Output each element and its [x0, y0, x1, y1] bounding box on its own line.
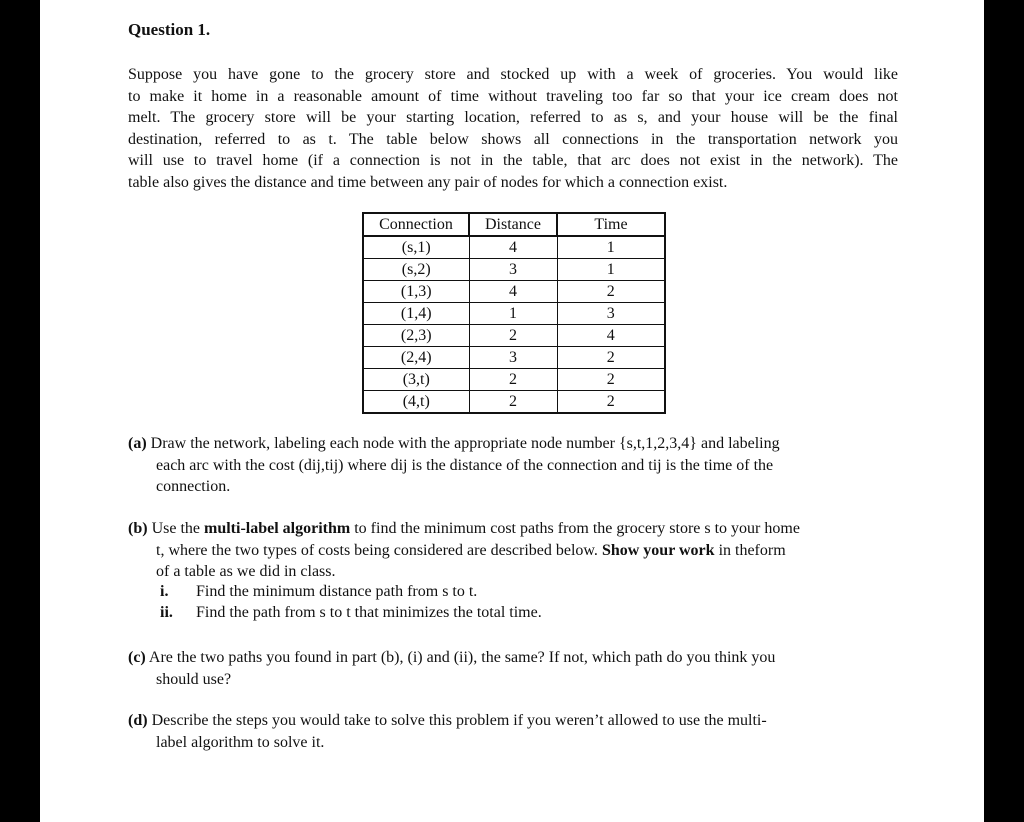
part-b-text: in theform: [718, 541, 786, 559]
header-connection: Connection: [363, 213, 469, 236]
header-distance: Distance: [469, 213, 557, 236]
cell-time: 2: [557, 369, 665, 391]
table-row: [363, 325, 665, 347]
table-row: [363, 347, 665, 369]
cell-connection: (3,t): [363, 369, 469, 391]
cell-distance: 3: [469, 347, 557, 369]
item-number: i.: [160, 583, 169, 600]
header-time: Time: [557, 213, 665, 236]
part-b-text: of a table as we did in class.: [156, 563, 336, 581]
cell-distance: 2: [469, 369, 557, 391]
part-c-line: Are the two paths you found in part (b), (i) and (ii), the same? If not, which path do you think you: [148, 649, 776, 666]
part-b-label: (b): [128, 520, 148, 537]
table-row: [363, 259, 665, 281]
part-a-line: each arc with the cost (dij,tij) where dij is the distance of the connection and tij is the time of the: [156, 456, 774, 474]
part-c-line: should use?: [156, 670, 232, 688]
intro-line: destination, referred to as t. The table below shows all connections in the transportation network you: [128, 130, 898, 148]
part-b-text: to find the minimum cost paths from the grocery store s to your home: [354, 520, 800, 537]
cell-time: 4: [557, 325, 665, 347]
cell-time: 2: [557, 347, 665, 369]
part-d-line: label algorithm to solve it.: [156, 733, 325, 751]
cell-connection: (2,4): [363, 347, 469, 369]
part-b-text: t, where the two types of costs being considered are described below.: [156, 541, 598, 559]
cell-distance: 4: [469, 236, 557, 259]
table-row: [363, 369, 665, 391]
item-text: Find the path from s to t that minimizes the total time.: [196, 604, 542, 621]
intro-line: melt. The grocery store will be your starting location, referred to as s, and your house will be the final: [128, 109, 898, 127]
cell-time: 2: [557, 281, 665, 303]
table-row: [363, 303, 665, 325]
part-a: [128, 433, 898, 498]
part-d-line: Describe the steps you would take to solve this problem if you weren’t allowed to use the multi-: [151, 712, 767, 729]
question-title: Question 1.: [128, 20, 211, 39]
intro-line: Suppose you have gone to the grocery store and stocked up with a week of groceries. You would like: [128, 66, 898, 83]
cell-time: 1: [557, 259, 665, 281]
cell-connection: (2,3): [363, 325, 469, 347]
table-row: [363, 391, 665, 414]
part-b-text: Use the: [151, 520, 200, 537]
part-c: [128, 647, 898, 690]
table-header-row: [363, 213, 665, 236]
cell-distance: 2: [469, 391, 557, 414]
part-a-line: Draw the network, labeling each node with the appropriate node number {s,t,1,2,3,4} and labeling: [150, 435, 780, 452]
intro-line: will use to travel home (if a connection is not in the table, that arc does not exist in the network). The: [128, 152, 898, 170]
part-d: [128, 710, 898, 753]
intro-line: to make it home in a reasonable amount of time without traveling too far so that your ice cream does not: [128, 87, 898, 105]
table-row: [363, 281, 665, 303]
cell-time: 3: [557, 303, 665, 325]
part-a-line: connection.: [156, 478, 231, 496]
cell-connection: (s,1): [363, 236, 469, 259]
cell-time: 2: [557, 391, 665, 414]
cell-distance: 2: [469, 325, 557, 347]
cell-time: 1: [557, 236, 665, 259]
cell-connection: (1,4): [363, 303, 469, 325]
item-text: Find the minimum distance path from s to t.: [196, 583, 478, 600]
cell-distance: 3: [469, 259, 557, 281]
cell-distance: 4: [469, 281, 557, 303]
intro-paragraph: [128, 64, 898, 194]
multi-label-algorithm-emphasis: multi-label algorithm: [204, 520, 351, 537]
part-a-label: (a): [128, 435, 147, 452]
cell-distance: 1: [469, 303, 557, 325]
part-b-item: [160, 604, 542, 622]
part-b-item: [160, 583, 477, 601]
part-b: [128, 518, 898, 583]
cell-connection: (4,t): [363, 391, 469, 414]
part-c-label: (c): [128, 649, 146, 666]
item-number: ii.: [160, 604, 173, 621]
connections-table: [362, 212, 666, 414]
cell-connection: (1,3): [363, 281, 469, 303]
intro-line: table also gives the distance and time between any pair of nodes for which a connection exist.: [128, 173, 728, 191]
show-your-work-emphasis: Show your work: [601, 541, 715, 559]
cell-connection: (s,2): [363, 259, 469, 281]
document-page: [40, 0, 984, 822]
part-d-label: (d): [128, 712, 148, 729]
table-row: [363, 236, 665, 259]
